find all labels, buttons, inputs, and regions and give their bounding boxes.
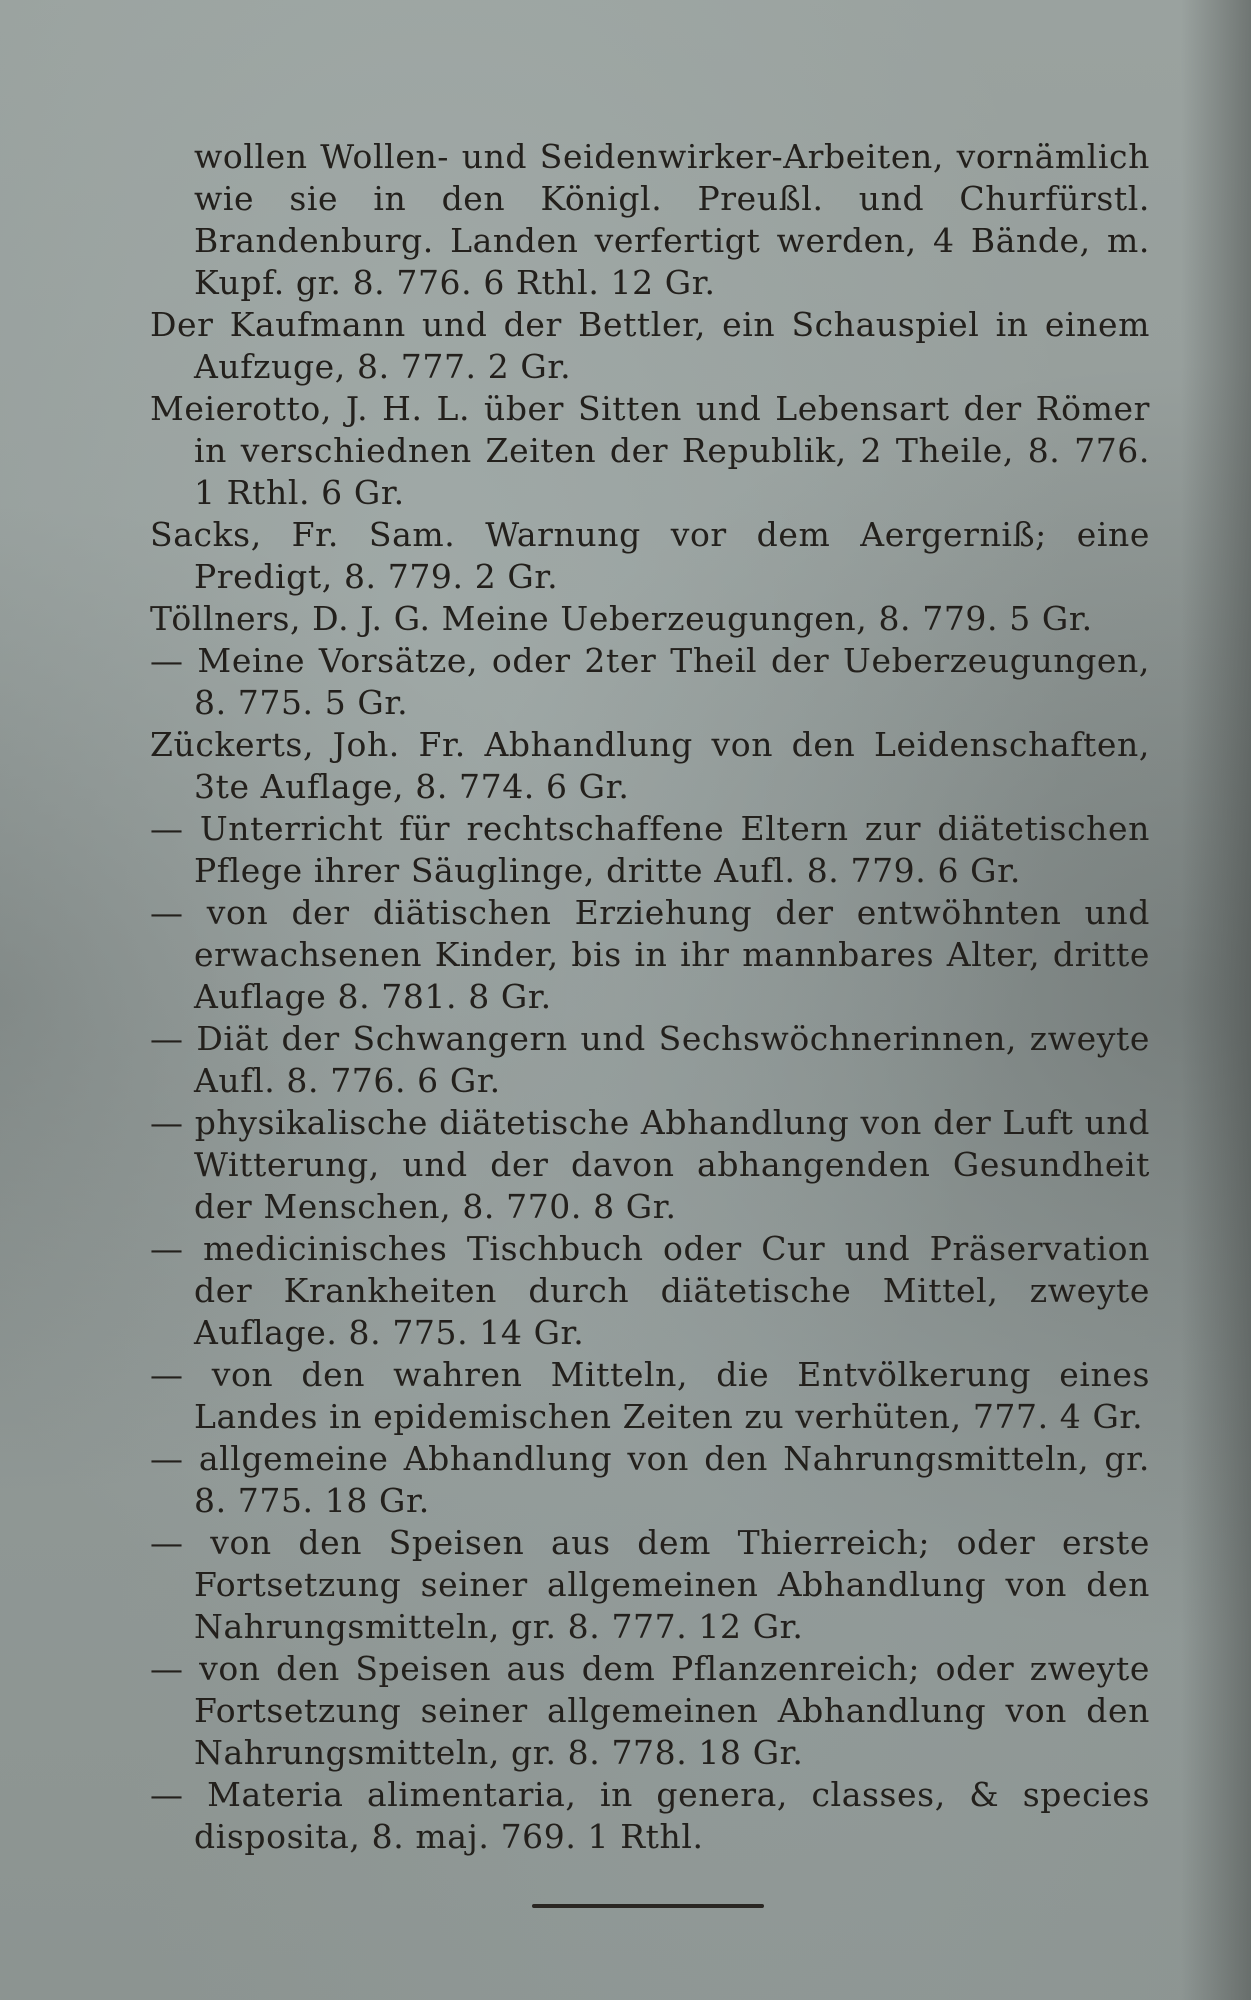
catalog-entry: — medicinisches Tischbuch oder Cur und Präservation der Krankheiten durch diätetische Mittel, zweyte Auflage. 8. 775. 14 Gr. xyxy=(150,1229,1150,1352)
catalog-entry: Töllners, D. J. G. Meine Ueberzeugungen, 8. 779. 5 Gr. xyxy=(150,599,1093,638)
catalog-entry: Sacks, Fr. Sam. Warnung vor dem Aergerniß; eine Predigt, 8. 779. 2 Gr. xyxy=(150,515,1150,596)
catalog-entry: — von den Speisen aus dem Pflanzenreich; oder zweyte Fortsetzung seiner allgemeinen Abhandlung von den Nahrungsmitteln, gr. 8. 778. 18 Gr. xyxy=(150,1649,1150,1772)
page-edge-shadow xyxy=(1181,0,1251,2000)
catalog-entry: — Unterricht für rechtschaffene Eltern zur diätetischen Pflege ihrer Säuglinge, dritte Aufl. 8. 779. 6 Gr. xyxy=(150,809,1150,890)
catalog-entry: — von den Speisen aus dem Thierreich; oder erste Fortsetzung seiner allgemeinen Abhandlung von den Nahrungsmitteln, gr. 8. 777. 12 Gr. xyxy=(150,1523,1150,1646)
catalog-list xyxy=(150,136,1150,1858)
catalog-entry: — Materia alimentaria, in genera, classes, & species disposita, 8. maj. 769. 1 Rthl. xyxy=(150,1775,1150,1856)
catalog-entry: — physikalische diätetische Abhandlung von der Luft und Witterung, und der davon abhangenden Gesundheit der Menschen, 8. 770. 8 Gr. xyxy=(150,1103,1150,1226)
catalog-entry: — Meine Vorsätze, oder 2ter Theil der Ueberzeugungen, 8. 775. 5 Gr. xyxy=(150,641,1150,722)
catalog-entry: — von der diätischen Erziehung der entwöhnten und erwachsenen Kinder, bis in ihr mannbares Alter, dritte Auflage 8. 781. 8 Gr. xyxy=(150,893,1150,1016)
end-rule xyxy=(532,1904,764,1908)
catalog-entry: — Diät der Schwangern und Sechswöchnerinnen, zweyte Aufl. 8. 776. 6 Gr. xyxy=(150,1019,1150,1100)
catalog-entry: — allgemeine Abhandlung von den Nahrungsmitteln, gr. 8. 775. 18 Gr. xyxy=(150,1439,1150,1520)
catalog-entry: — von den wahren Mitteln, die Entvölkerung eines Landes in epidemischen Zeiten zu verhüten, 777. 4 Gr. xyxy=(150,1355,1150,1436)
catalog-entry: Zückerts, Joh. Fr. Abhandlung von den Leidenschaften, 3te Auflage, 8. 774. 6 Gr. xyxy=(150,725,1150,806)
catalog-entry: Der Kaufmann und der Bettler, ein Schauspiel in einem Aufzuge, 8. 777. 2 Gr. xyxy=(150,305,1150,386)
catalog-entry: wollen Wollen- und Seidenwirker-Arbeiten, vornämlich wie sie in den Königl. Preußl. und Churfürstl. Brandenburg. Landen verfertigt werden, 4 Bände, m. Kupf. gr. 8. 776. 6 Rthl. 12 Gr. xyxy=(194,137,1150,302)
catalog-entry: Meierotto, J. H. L. über Sitten und Lebensart der Römer in verschiednen Zeiten der Republik, 2 Theile, 8. 776. 1 Rthl. 6 Gr. xyxy=(150,389,1150,512)
